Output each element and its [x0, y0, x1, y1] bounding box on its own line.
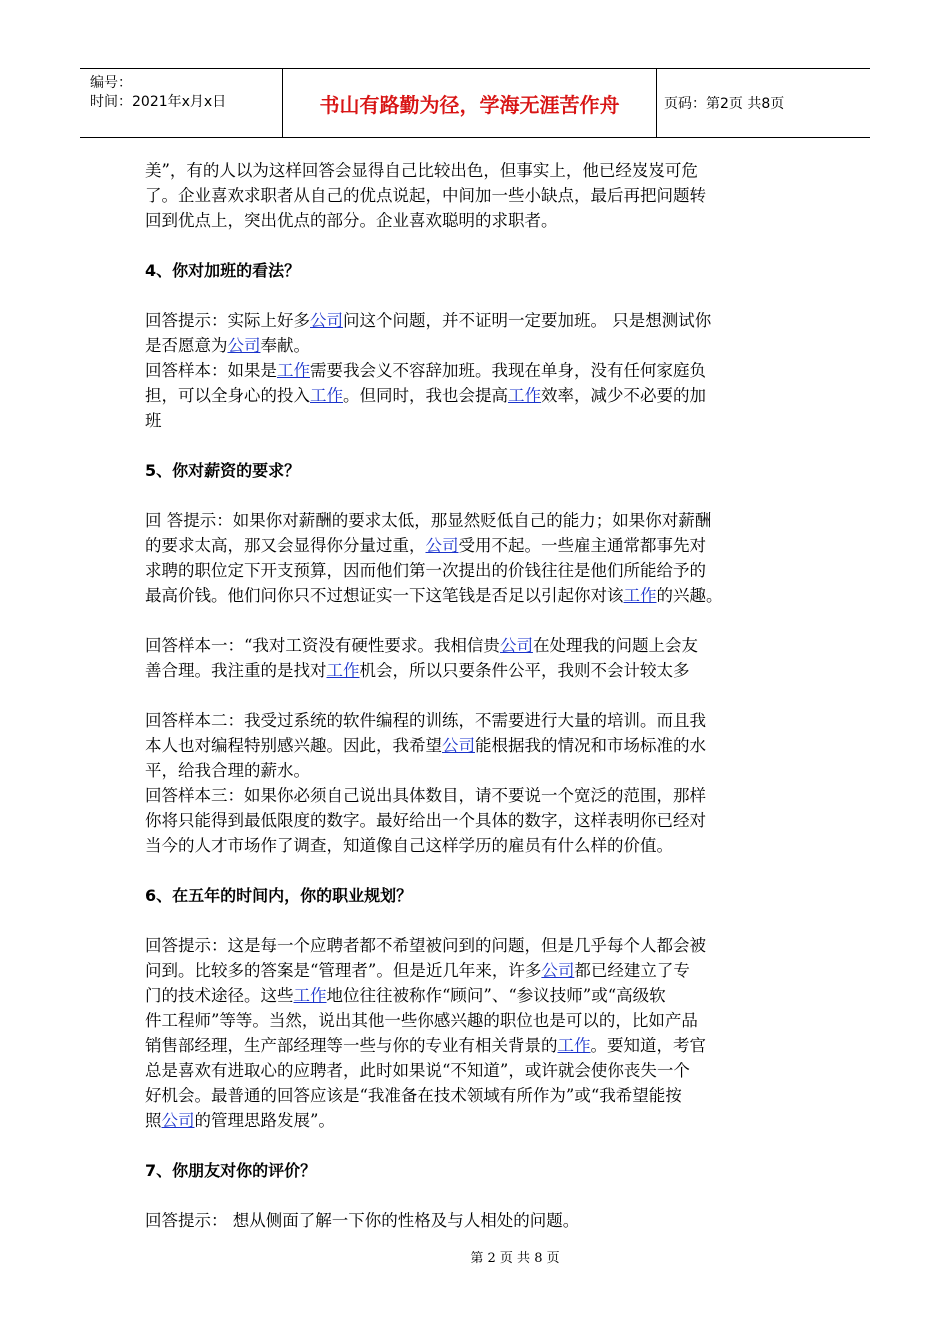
company-link[interactable]: 公司 — [442, 736, 475, 755]
paragraph-line: 问到。比较多的答案是“管理者”。但是近几年来，许多公司都已经建立了专 — [145, 961, 690, 980]
work-link[interactable]: 工作 — [277, 361, 310, 380]
company-link[interactable]: 公司 — [161, 1111, 195, 1130]
work-link[interactable]: 工作 — [293, 986, 327, 1005]
work-link[interactable]: 工作 — [557, 1036, 591, 1055]
paragraph-line: 回答提示： 想从侧面了解一下你的性格及与人相处的问题。 — [145, 1211, 580, 1230]
question-heading-5: 5、你对薪资的要求？ — [145, 461, 301, 480]
paragraph-line: 平，给我合理的薪水。 — [145, 761, 310, 780]
paragraph-line: 美”，有的人以为这样回答会显得自己比较出色，但事实上，他已经岌岌可危 — [145, 161, 698, 180]
company-link[interactable]: 公司 — [425, 536, 459, 555]
document-number-label: 编号： — [90, 75, 132, 91]
paragraph-line: 总是喜欢有进取心的应聘者，此时如果说“不知道”，或许就会使你丧失一个 — [145, 1061, 690, 1080]
work-link[interactable]: 工作 — [623, 586, 657, 605]
paragraph-line: 是否愿意为公司奉献。 — [145, 336, 310, 355]
paragraph-line: 回 答提示：如果你对薪酬的要求太低，那显然贬低自己的能力；如果你对薪酬 — [145, 511, 712, 530]
paragraph-line: 最高价钱。他们问你只不过想证实一下这笔钱是否足以引起你对该工作的兴趣。 — [145, 586, 723, 605]
paragraph-line: 善合理。我注重的是找对工作机会，所以只要条件公平，我则不会计较太多 — [145, 661, 690, 680]
question-heading-7: 7、你朋友对你的评价？ — [145, 1161, 317, 1180]
header-motto: 书山有路勤为径，学海无涯苦作舟 — [283, 69, 657, 137]
work-link[interactable]: 工作 — [508, 386, 541, 405]
paragraph-line: 回答样本：如果是工作需要我会义不容辞加班。我现在单身，没有任何家庭负 — [145, 361, 706, 380]
paragraph-line: 门的技术途径。这些工作地位往往被称作“顾问”、“参议技师”或“高级软 — [145, 986, 666, 1005]
paragraph-line: 好机会。最普通的回答应该是“我准备在技术领域有所作为”或“我希望能按 — [145, 1086, 682, 1105]
header-page-info — [664, 69, 870, 137]
paragraph-line: 当今的人才市场作了调查，知道像自己这样学历的雇员有什么样的价值。 — [145, 836, 673, 855]
work-link[interactable]: 工作 — [310, 386, 343, 405]
paragraph-line: 销售部经理，生产部经理等一些与你的专业有相关背景的工作。要知道，考官 — [145, 1036, 706, 1055]
work-link[interactable]: 工作 — [326, 661, 360, 680]
paragraph-line: 回答提示：实际上好多公司问这个问题，并不证明一定要加班。 只是想测试你 — [145, 311, 712, 330]
paragraph-line: 的要求太高，那又会显得你分量过重，公司受用不起。一些雇主通常都事先对 — [145, 536, 706, 555]
company-link[interactable]: 公司 — [541, 961, 575, 980]
company-link[interactable]: 公司 — [310, 311, 343, 330]
paragraph-line: 回答样本三：如果你必须自己说出具体数目，请不要说一个宽泛的范围，那样 — [145, 786, 706, 805]
paragraph-line: 回答样本二：我受过系统的软件编程的训练，不需要进行大量的培训。而且我 — [145, 711, 706, 730]
paragraph-line: 回答提示：这是每一个应聘者都不希望被问到的问题，但是几乎每个人都会被 — [145, 936, 706, 955]
paragraph-line: 回到优点上，突出优点的部分。企业喜欢聪明的求职者。 — [145, 211, 558, 230]
paragraph-line: 回答样本一：“我对工资没有硬性要求。我相信贵公司在处理我的问题上会友 — [145, 636, 698, 655]
paragraph-line: 件工程师”等等。当然，说出其他一些你感兴趣的职位也是可以的，比如产品 — [145, 1011, 698, 1030]
page-header — [80, 68, 870, 138]
company-link[interactable]: 公司 — [227, 336, 261, 355]
paragraph-line: 了。企业喜欢求职者从自己的优点说起，中间加一些小缺点，最后再把问题转 — [145, 186, 706, 205]
paragraph-line: 照公司的管理思路发展”。 — [145, 1111, 335, 1130]
paragraph-line: 你将只能得到最低限度的数字。最好给出一个具体的数字，这样表明你已经对 — [145, 811, 706, 830]
company-link[interactable]: 公司 — [499, 636, 533, 655]
paragraph-line: 班 — [145, 411, 162, 430]
paragraph-line: 求聘的职位定下开支预算，因而他们第一次提出的价钱往往是他们所能给予的 — [145, 561, 706, 580]
document-date-label: 时间：2021年x月x日 — [90, 94, 227, 110]
header-meta — [80, 69, 283, 137]
paragraph-line: 本人也对编程特别感兴趣。因此，我希望公司能根据我的情况和市场标准的水 — [145, 736, 706, 755]
document-body — [145, 158, 805, 1233]
question-heading-6: 6、在五年的时间内，你的职业规划？ — [145, 886, 413, 905]
paragraph-line: 担，可以全身心的投入工作。但同时，我也会提高工作效率，减少不必要的加 — [145, 386, 706, 405]
question-heading-4: 4、你对加班的看法？ — [145, 261, 301, 280]
page-info-text: 页码：第2页 共8页 — [664, 96, 785, 112]
page-footer: 第 2 页 共 8 页 — [470, 1251, 560, 1266]
